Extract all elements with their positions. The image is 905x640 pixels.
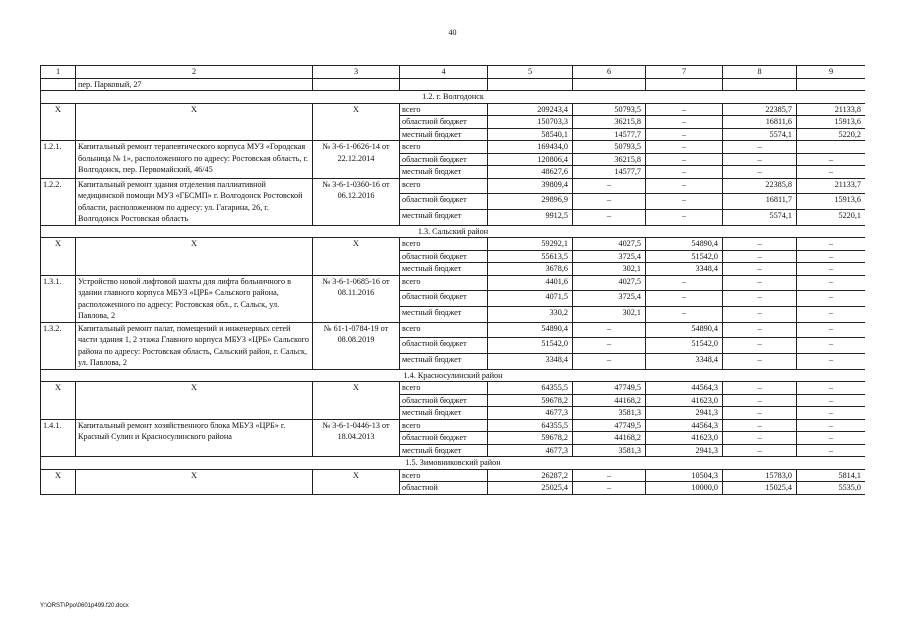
amount-cell: 3348,4	[488, 353, 573, 369]
item-number: Х	[41, 469, 76, 494]
amount-cell: –	[723, 338, 797, 354]
amount-cell: 330,2	[488, 306, 573, 322]
amount-cell: –	[723, 141, 797, 154]
section-title: 1.4. Красносулинский район	[41, 369, 866, 382]
section-header-row	[41, 457, 866, 470]
item-number: 1.4.1.	[41, 419, 76, 457]
amount-cell: –	[723, 263, 797, 276]
item-document: Х	[313, 238, 400, 276]
table-cell	[573, 78, 646, 91]
amount-cell: 5574,1	[723, 209, 797, 225]
column-header: 4	[400, 66, 488, 79]
amount-cell: 26287,2	[488, 469, 573, 482]
amount-cell: 41623,0	[646, 394, 723, 407]
table-row	[41, 419, 866, 432]
item-number: Х	[41, 238, 76, 276]
amount-cell: 4027,5	[573, 238, 646, 251]
column-header: 7	[646, 66, 723, 79]
column-header: 2	[76, 66, 313, 79]
budget-kind: областной бюджет	[400, 432, 488, 445]
amount-cell: –	[797, 444, 866, 457]
amount-cell: –	[573, 482, 646, 495]
amount-cell: 3725,4	[573, 291, 646, 307]
section-header-row	[41, 225, 866, 238]
item-document: Х	[313, 382, 400, 420]
item-name: Х	[76, 469, 313, 494]
item-document: № 61-1-0784-19 от 08.08.2019	[313, 322, 400, 369]
column-header: 9	[797, 66, 866, 79]
amount-cell: 22385,7	[723, 103, 797, 116]
amount-cell: 169434,0	[488, 141, 573, 154]
budget-kind: областной бюджет	[400, 338, 488, 354]
section-title: 1.2. г. Волгодонск	[41, 91, 866, 104]
amount-cell: 50793,5	[573, 103, 646, 116]
amount-cell: 3348,4	[646, 353, 723, 369]
amount-cell: –	[646, 128, 723, 141]
budget-kind: местный бюджет	[400, 306, 488, 322]
amount-cell: –	[646, 291, 723, 307]
amount-cell: 302,1	[573, 263, 646, 276]
amount-cell: –	[573, 353, 646, 369]
amount-cell: 21133,8	[797, 103, 866, 116]
amount-cell: 15913,6	[797, 116, 866, 129]
amount-cell: –	[797, 275, 866, 291]
amount-cell: 16811,6	[723, 116, 797, 129]
amount-cell: –	[797, 238, 866, 251]
table-row	[41, 78, 866, 91]
amount-cell: 5535,0	[797, 482, 866, 495]
table-row	[41, 275, 866, 291]
amount-cell: –	[723, 250, 797, 263]
amount-cell: 44564,3	[646, 419, 723, 432]
budget-kind: всего	[400, 469, 488, 482]
amount-cell: –	[797, 291, 866, 307]
table-row	[41, 103, 866, 116]
funding-table	[40, 65, 865, 495]
table-body	[41, 66, 866, 495]
amount-cell: –	[723, 322, 797, 338]
table-row	[41, 382, 866, 395]
item-number: 1.2.2.	[41, 178, 76, 225]
amount-cell: 2941,3	[646, 407, 723, 420]
amount-cell: 44564,3	[646, 382, 723, 395]
item-name: Устройство новой лифтовой шахты для лифта больничного в здании главного корпуса МБУЗ «ЦРБ» Сальского района, расположенного по адресу: Ростовская обл., г. Сальск, ул. Павлова, 2	[76, 275, 313, 322]
amount-cell: –	[797, 382, 866, 395]
amount-cell: 5574,1	[723, 128, 797, 141]
amount-cell: –	[573, 209, 646, 225]
item-number: 1.2.1.	[41, 141, 76, 179]
budget-kind: всего	[400, 419, 488, 432]
column-header: 8	[723, 66, 797, 79]
amount-cell: 4677,3	[488, 407, 573, 420]
amount-cell: –	[797, 432, 866, 445]
table-cell	[723, 78, 797, 91]
amount-cell: –	[573, 178, 646, 194]
amount-cell: –	[646, 153, 723, 166]
column-header: 1	[41, 66, 76, 79]
amount-cell: 54890,4	[646, 322, 723, 338]
table-cell	[488, 78, 573, 91]
amount-cell: –	[646, 103, 723, 116]
amount-cell: 10504,3	[646, 469, 723, 482]
amount-cell: 15783,0	[723, 469, 797, 482]
table-row	[41, 322, 866, 338]
amount-cell: –	[797, 407, 866, 420]
amount-cell: –	[723, 306, 797, 322]
amount-cell: 4027,5	[573, 275, 646, 291]
section-title: 1.5. Зимовниковский район	[41, 457, 866, 470]
budget-kind: местный бюджет	[400, 407, 488, 420]
item-number: Х	[41, 382, 76, 420]
amount-cell: 302,1	[573, 306, 646, 322]
item-document: № 3-6-1-0626-14 от 22.12.2014	[313, 141, 400, 179]
budget-kind: всего	[400, 382, 488, 395]
table-cell	[400, 78, 488, 91]
amount-cell: 3725,4	[573, 250, 646, 263]
amount-cell: 64355,5	[488, 419, 573, 432]
amount-cell: –	[723, 153, 797, 166]
table-cell	[41, 78, 76, 91]
amount-cell: 25025,4	[488, 482, 573, 495]
amount-cell: –	[797, 322, 866, 338]
budget-kind: всего	[400, 322, 488, 338]
item-name: Х	[76, 238, 313, 276]
item-name: Капитальный ремонт палат, помещений и инженерных сетей части здания 1, 2 этажа Главного корпуса МБУЗ «ЦРБ» Сальского района по адресу: Ростовская область, Сальский район, г. Сальск, ул. Павлова, 2	[76, 322, 313, 369]
section-header-row	[41, 369, 866, 382]
amount-cell: 14577,7	[573, 166, 646, 179]
amount-cell: 54890,4	[488, 322, 573, 338]
item-number: 1.3.2.	[41, 322, 76, 369]
budget-kind: местный бюджет	[400, 263, 488, 276]
amount-cell: 2941,3	[646, 444, 723, 457]
item-document: № 3-6-1-0685-16 от 08.11.2016	[313, 275, 400, 322]
amount-cell: 47749,5	[573, 382, 646, 395]
amount-cell: –	[646, 116, 723, 129]
amount-cell: 55613,5	[488, 250, 573, 263]
column-header: 6	[573, 66, 646, 79]
amount-cell: 36215,8	[573, 153, 646, 166]
table-row	[41, 469, 866, 482]
amount-cell: 22385,8	[723, 178, 797, 194]
amount-cell: 3348,4	[646, 263, 723, 276]
amount-cell: 48627,6	[488, 166, 573, 179]
budget-kind: местный бюджет	[400, 209, 488, 225]
amount-cell: 4401,6	[488, 275, 573, 291]
amount-cell: 41623,0	[646, 432, 723, 445]
amount-cell: 5814,1	[797, 469, 866, 482]
budget-kind: областной бюджет	[400, 394, 488, 407]
table-cell	[797, 78, 866, 91]
amount-cell: 3678,6	[488, 263, 573, 276]
amount-cell: –	[723, 444, 797, 457]
file-path-footer: Y:\ORST\Ppo\0601p499.f20.docx	[40, 603, 129, 609]
item-document: № 3-6-1-0360-16 от 06.12.2016	[313, 178, 400, 225]
amount-cell: –	[797, 306, 866, 322]
amount-cell: –	[797, 250, 866, 263]
amount-cell: 51542,0	[646, 338, 723, 354]
item-name: Капитальный ремонт терапевтического корпуса МУЗ «Городская больница № 1», расположенного по адресу: Ростовская область, г. Волгодонск, пер. Первомайский, 46/45	[76, 141, 313, 179]
amount-cell: 3581,3	[573, 407, 646, 420]
amount-cell: –	[723, 394, 797, 407]
item-document: Х	[313, 103, 400, 141]
amount-cell: –	[646, 275, 723, 291]
document-table-container	[40, 65, 865, 495]
amount-cell: 59678,2	[488, 394, 573, 407]
amount-cell: –	[723, 407, 797, 420]
amount-cell: 36215,8	[573, 116, 646, 129]
amount-cell: 10000,0	[646, 482, 723, 495]
amount-cell: –	[646, 166, 723, 179]
column-header: 3	[313, 66, 400, 79]
table-cell	[313, 78, 400, 91]
amount-cell: 150703,3	[488, 116, 573, 129]
amount-cell: 54890,4	[646, 238, 723, 251]
amount-cell: 15913,6	[797, 194, 866, 210]
budget-kind: местный бюджет	[400, 166, 488, 179]
amount-cell: –	[646, 194, 723, 210]
amount-cell: –	[646, 141, 723, 154]
table-row	[41, 178, 866, 194]
amount-cell: 44168,2	[573, 394, 646, 407]
table-cell: пер. Парковый, 27	[76, 78, 313, 91]
amount-cell: 47749,5	[573, 419, 646, 432]
item-number: 1.3.1.	[41, 275, 76, 322]
amount-cell: 51542,0	[488, 338, 573, 354]
budget-kind: областной бюджет	[400, 194, 488, 210]
amount-cell: –	[723, 382, 797, 395]
budget-kind: всего	[400, 275, 488, 291]
item-name: Капитальный ремонт здания отделения паллиативной медицинской помощи МУЗ «ГБСМП» г. Волгодонск Ростовской области, расположенном по адресу: ул. Гагарина, 26, г. Волгодонск Ростовская область	[76, 178, 313, 225]
budget-kind: областной бюджет	[400, 153, 488, 166]
column-header: 5	[488, 66, 573, 79]
amount-cell: –	[797, 394, 866, 407]
column-number-header-row	[41, 66, 866, 79]
amount-cell: –	[646, 209, 723, 225]
item-name: Х	[76, 103, 313, 141]
amount-cell: 44168,2	[573, 432, 646, 445]
table-row	[41, 238, 866, 251]
amount-cell: –	[723, 275, 797, 291]
amount-cell: –	[723, 419, 797, 432]
amount-cell	[797, 141, 866, 154]
amount-cell: 9912,5	[488, 209, 573, 225]
amount-cell: 59292,1	[488, 238, 573, 251]
amount-cell: 5220,1	[797, 209, 866, 225]
amount-cell: 58540,1	[488, 128, 573, 141]
amount-cell: 209243,4	[488, 103, 573, 116]
amount-cell: –	[797, 263, 866, 276]
amount-cell: –	[573, 322, 646, 338]
amount-cell: 4071,5	[488, 291, 573, 307]
budget-kind: всего	[400, 238, 488, 251]
amount-cell: 14577,7	[573, 128, 646, 141]
amount-cell: –	[573, 469, 646, 482]
section-title: 1.3. Сальский район	[41, 225, 866, 238]
amount-cell: –	[646, 178, 723, 194]
amount-cell: 3581,3	[573, 444, 646, 457]
budget-kind: всего	[400, 141, 488, 154]
amount-cell: –	[573, 338, 646, 354]
item-name: Х	[76, 382, 313, 420]
item-document: № 3-6-1-0446-13 от 18.04.2013	[313, 419, 400, 457]
budget-kind: областной бюджет	[400, 250, 488, 263]
amount-cell: –	[797, 338, 866, 354]
amount-cell: –	[723, 353, 797, 369]
budget-kind: местный бюджет	[400, 444, 488, 457]
amount-cell: 64355,5	[488, 382, 573, 395]
section-header-row	[41, 91, 866, 104]
budget-kind: местный бюджет	[400, 353, 488, 369]
amount-cell: 39809,4	[488, 178, 573, 194]
amount-cell: 51542,0	[646, 250, 723, 263]
amount-cell: –	[723, 238, 797, 251]
amount-cell: 16811,7	[723, 194, 797, 210]
table-row	[41, 141, 866, 154]
table-cell	[646, 78, 723, 91]
item-document: Х	[313, 469, 400, 494]
budget-kind: всего	[400, 103, 488, 116]
amount-cell: –	[723, 432, 797, 445]
amount-cell: –	[723, 291, 797, 307]
budget-kind: областной	[400, 482, 488, 495]
item-number: Х	[41, 103, 76, 141]
item-name: Капитальный ремонт хозяйственного блока МБУЗ «ЦРБ» г. Красный Сулин и Красносулинского района	[76, 419, 313, 457]
amount-cell: –	[646, 306, 723, 322]
amount-cell: –	[723, 166, 797, 179]
budget-kind: областной бюджет	[400, 291, 488, 307]
amount-cell: 50793,5	[573, 141, 646, 154]
amount-cell: 15025,4	[723, 482, 797, 495]
amount-cell: –	[797, 419, 866, 432]
amount-cell: 59678,2	[488, 432, 573, 445]
amount-cell: 5220,2	[797, 128, 866, 141]
amount-cell: –	[573, 194, 646, 210]
amount-cell: 29896,9	[488, 194, 573, 210]
page-number: 40	[448, 28, 457, 37]
budget-kind: областной бюджет	[400, 116, 488, 129]
amount-cell: –	[797, 166, 866, 179]
amount-cell: –	[797, 153, 866, 166]
budget-kind: всего	[400, 178, 488, 194]
amount-cell: 120806,4	[488, 153, 573, 166]
amount-cell: 21133,7	[797, 178, 866, 194]
budget-kind: местный бюджет	[400, 128, 488, 141]
amount-cell: –	[797, 353, 866, 369]
amount-cell: 4677,3	[488, 444, 573, 457]
